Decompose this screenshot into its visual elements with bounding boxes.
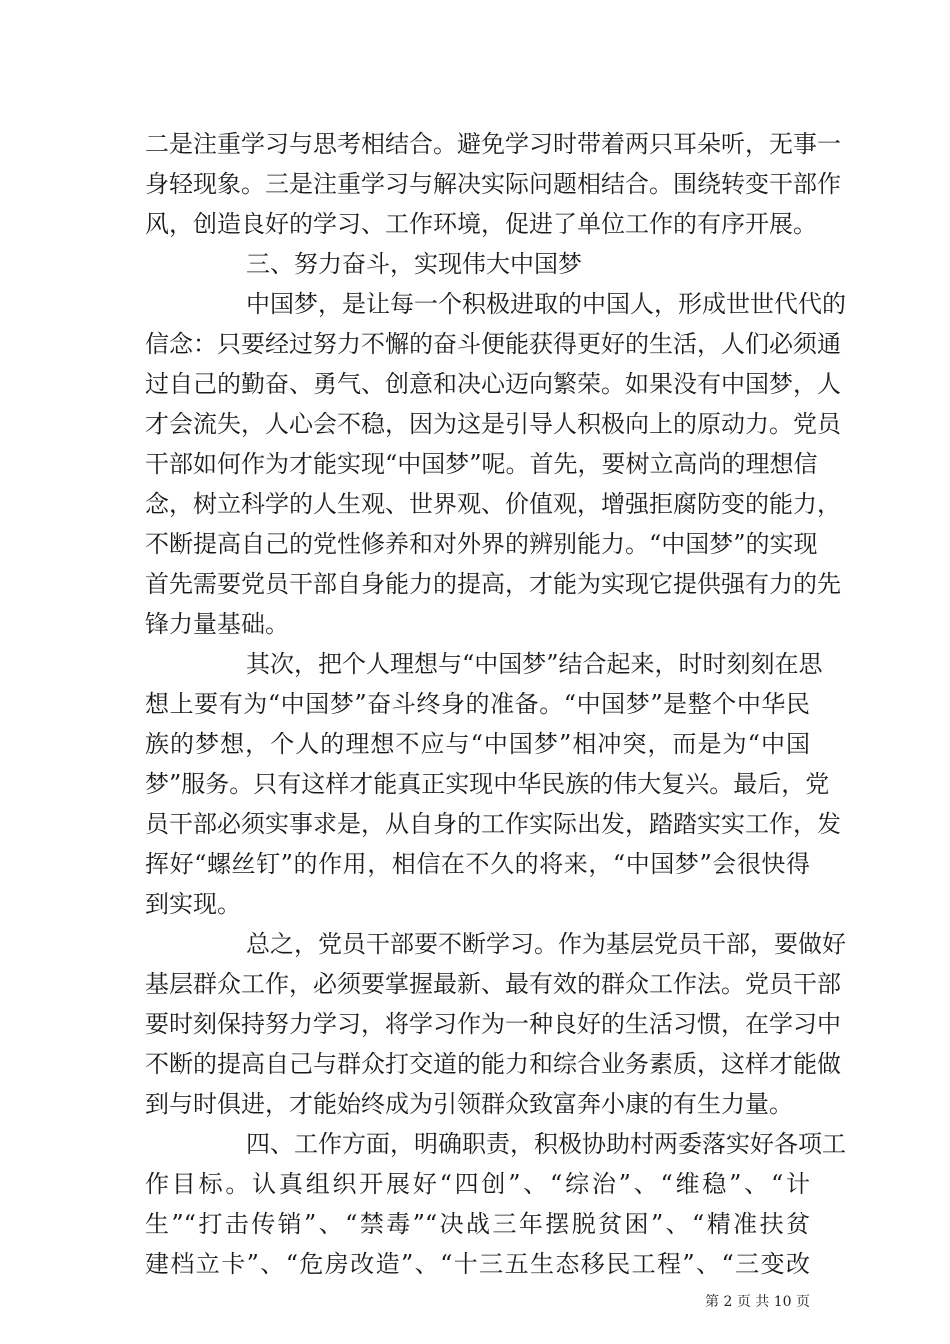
text-line: 挥好“螺丝钉”的作用，相信在不久的将来，“中国梦”会很快得 [145,850,810,878]
text-line: 要时刻保持努力学习，将学习作为一种良好的生活习惯，在学习中 [145,1010,841,1038]
text-line: 干部如何作为才能实现“中国梦”呢。首先，要树立高尚的理想信 [145,450,818,478]
text-line: 中国梦，是让每一个积极进取的中国人，形成世世代代的 [246,290,846,318]
text-line: 其次，把个人理想与“中国梦”结合起来，时时刻刻在思 [246,650,823,678]
text-line: 信念：只要经过努力不懈的奋斗便能获得更好的生活，人们必须通 [145,330,841,358]
text-line: 不断提高自己的党性修养和对外界的辨别能力。“中国梦”的实现 [145,530,818,558]
section-heading: 三、努力奋斗，实现伟大中国梦 [246,250,582,278]
text-line: 身轻现象。三是注重学习与解决实际问题相结合。围绕转变干部作 [145,170,841,198]
text-line: 总之，党员干部要不断学习。作为基层党员干部，要做好 [246,930,846,958]
text-line: 到实现。 [145,890,241,918]
text-line: 基层群众工作，必须要掌握最新、最有效的群众工作法。党员干部 [145,970,841,998]
text-line: 到与时俱进，才能始终成为引领群众致富奔小康的有生力量。 [145,1090,793,1118]
text-line: 不断的提高自己与群众打交道的能力和综合业务素质，这样才能做 [145,1050,841,1078]
text-line: 风，创造良好的学习、工作环境，促进了单位工作的有序开展。 [145,210,817,238]
text-line: 员干部必须实事求是，从自身的工作实际出发，踏踏实实工作，发 [145,810,841,838]
text-line: 二是注重学习与思考相结合。避免学习时带着两只耳朵听，无事一 [145,130,841,158]
text-line: 才会流失，人心会不稳，因为这是引导人积极向上的原动力。党员 [145,410,841,438]
text-line: 梦”服务。只有这样才能真正实现中华民族的伟大复兴。最后，党 [145,770,830,798]
text-line: 族的梦想，个人的理想不应与“中国梦”相冲突，而是为“中国 [145,730,810,758]
page-footer: 第 2 页 共 10 页 [705,1294,810,1310]
text-line: 四、工作方面，明确职责，积极协助村两委落实好各项工 [246,1130,846,1158]
text-line: 首先需要党员干部自身能力的提高，才能为实现它提供强有力的先 [145,570,841,598]
text-line: 念，树立科学的人生观、世界观、价值观，增强拒腐防变的能力， [145,490,841,518]
text-line: 生”“打击传销”、“禁毒”“决战三年摆脱贫困”、“精准扶贫 [145,1210,810,1238]
text-line: 锋力量基础。 [145,610,289,638]
text-line: 过自己的勤奋、勇气、创意和决心迈向繁荣。如果没有中国梦，人 [145,370,841,398]
text-line: 建档立卡”、“危房改造”、“十三五生态移民工程”、“三变改 [145,1250,810,1278]
text-line: 作目标。认真组织开展好“四创”、“综治”、“维稳”、“计 [145,1170,810,1198]
text-line: 想上要有为“中国梦”奋斗终身的准备。“中国梦”是整个中华民 [145,690,810,718]
